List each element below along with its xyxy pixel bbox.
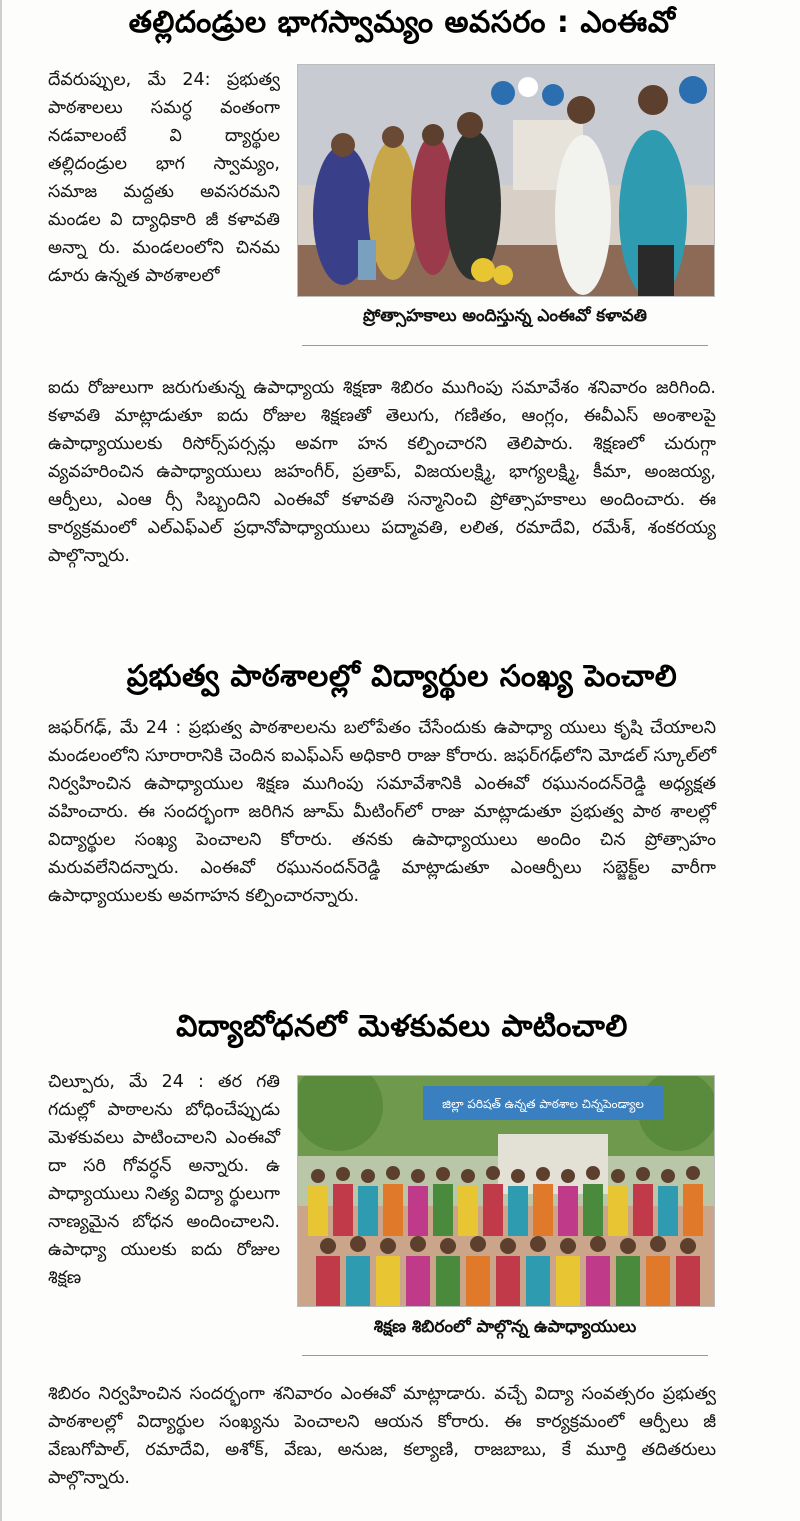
article-1-photo [297, 64, 715, 297]
article-2-dateline: జఫర్‌గఢ్, మే 24 : [48, 718, 182, 738]
article-3-wrap-text [48, 1068, 280, 1292]
article-3-body-full: శిబిరం నిర్వహించిన సందర్భంగా శనివారం ఎంఈవో మాట్లాడారు. వచ్చే విద్యా సంవత్సరం ప్రభుత్వ పాఠశాలల్లో విద్యార్థుల సంఖ్యను పెంచాలని ఆయన కోరారు. ఈ కార్యక్రమంలో ఆర్పీలు జీ వేణుగోపాల్, రమాదేవి, అశోక్, వేణు, అనుజ, కల్యాణి, రాజబాబు, కే మూర్తి తదితరులు పాల్గొన్నారు. [48, 1384, 716, 1488]
school-banner-text: జిల్లా పరిషత్ ఉన్నత పాఠశాల చిన్నపెండ్యాల [442, 1097, 644, 1111]
article-2-body [48, 714, 716, 910]
article-1-headline: తల్లిదండ్రుల భాగస్వామ్యం అవసరం : ఎంఈవో [128, 5, 676, 40]
article-2-headline: ప్రభుత్వ పాఠశాలల్లో విద్యార్థుల సంఖ్య పెంచాలి [126, 659, 678, 694]
article-1-photo-caption: ప్రోత్సాహకాలు అందిస్తున్న ఎంఈవో కళావతి [363, 306, 647, 326]
article-1-wrap-text [48, 66, 280, 290]
caption-divider-2 [302, 1355, 708, 1356]
article-3-headline: విద్యాబోధనలో మెళకువలు పాటించాలి [176, 1009, 628, 1044]
article-1-dateline: దేవరుప్పుల, మే 24: [48, 70, 211, 90]
article-1-body-wrap: ప్రభుత్వ పాఠశాలలు సమర్ధ వంతంగా నడవాలంటే వి ద్యార్థుల తల్లిదండ్రుల భాగ స్వామ్యం, సమాజ మద్దతు అవసరమని మండల వి ద్యాధికారి జీ కళావతి అన్నా రు. మండలంలోని చినమ డూరు ఉన్నత పాఠశాలలో [48, 70, 280, 286]
article-1-body-full: ఐదు రోజులుగా జరుగుతున్న ఉపాధ్యాయ శిక్షణా శిబిరం ముగింపు సమావేశం శనివారం జరిగింది. కళావతి మాట్లాడుతూ ఐదు రోజుల శిక్షణతో తెలుగు, గణితం, ఆంగ్లం, ఈవీఎస్ అంశాలపై ఉపాధ్యాయులకు రిసోర్స్‌పర్సన్లు అవగా హన కల్పించారని తెలిపారు. శిక్షణలో చురుగ్గా వ్యవహరించిన ఉపాధ్యాయులు జహంగీర్, ప్రతాప్, విజయలక్ష్మి, భాగ్యలక్ష్మి, కీమా, అంజయ్య, ఆర్పీలు, ఎంఆ ర్సీ సిబ్బందిని ఎంఈవో కళావతి సన్మానించి ప్రోత్సాహకాలు అందించారు. ఈ కార్యక్రమంలో ఎల్ఎఫ్ఎల్ ప్రధానోపాధ్యాయులు పద్మావతి, లలిత, రమాదేవి, రమేశ్, శంకరయ్య పాల్గొన్నారు. [48, 378, 716, 566]
article-3-photo [297, 1075, 715, 1307]
caption-divider [302, 345, 708, 346]
article-3-photo-caption: శిక్షణ శిబిరంలో పాల్గొన్న ఉపాధ్యాయులు [373, 1317, 637, 1337]
article-3-body-wrap: తర గతి గదుల్లో పాఠాలను బోధించేప్పుడు మెళకువలు పాటించాలని ఎంఈవో దా సరి గోవర్ధన్ అన్నారు. ఉ పాధ్యాయులు నిత్య విద్యా ర్థులుగా నాణ్యమైన బోధన అందించాలని. ఉపాధ్యా యులకు ఐదు రోజుల శిక్షణ [48, 1072, 280, 1288]
article-2-body-text: ప్రభుత్వ పాఠశాలలను బలోపేతం చేసేందుకు ఉపాధ్యా యులు కృషి చేయాలని మండలంలోని సూరారానికి చెందిన ఐఎఫ్ఎస్ అధికారి రాజు కోరారు. జఫర్‌గఢ్‌లోని మోడల్ స్కూల్‌లో నిర్వహించిన ఉపాధ్యాయుల శిక్షణ ముగింపు సమావేశానికి ఎంఈవో రఘునందన్‌రెడ్డి అధ్యక్షత వహించారు. ఈ సందర్భంగా జరిగిన జూమ్ మీటింగ్‌లో రాజు మాట్లాడుతూ ప్రభుత్వ పాఠ శాలల్లో విద్యార్థుల సంఖ్య పెంచాలని కోరారు. తనకు ఉపాధ్యాయులు అందిం చిన ప్రోత్సాహం మరువలేనిదన్నారు. ఎంఈవో రఘునందన్‌రెడ్డి మాట్లాడుతూ ఎంఆర్పీలు సబ్జెక్ట్‌ల వారీగా ఉపాధ్యాయులకు అవగాహన కల్పించారన్నారు. [48, 718, 716, 906]
article-3-dateline: చిల్పూరు, మే 24 : [48, 1072, 204, 1092]
